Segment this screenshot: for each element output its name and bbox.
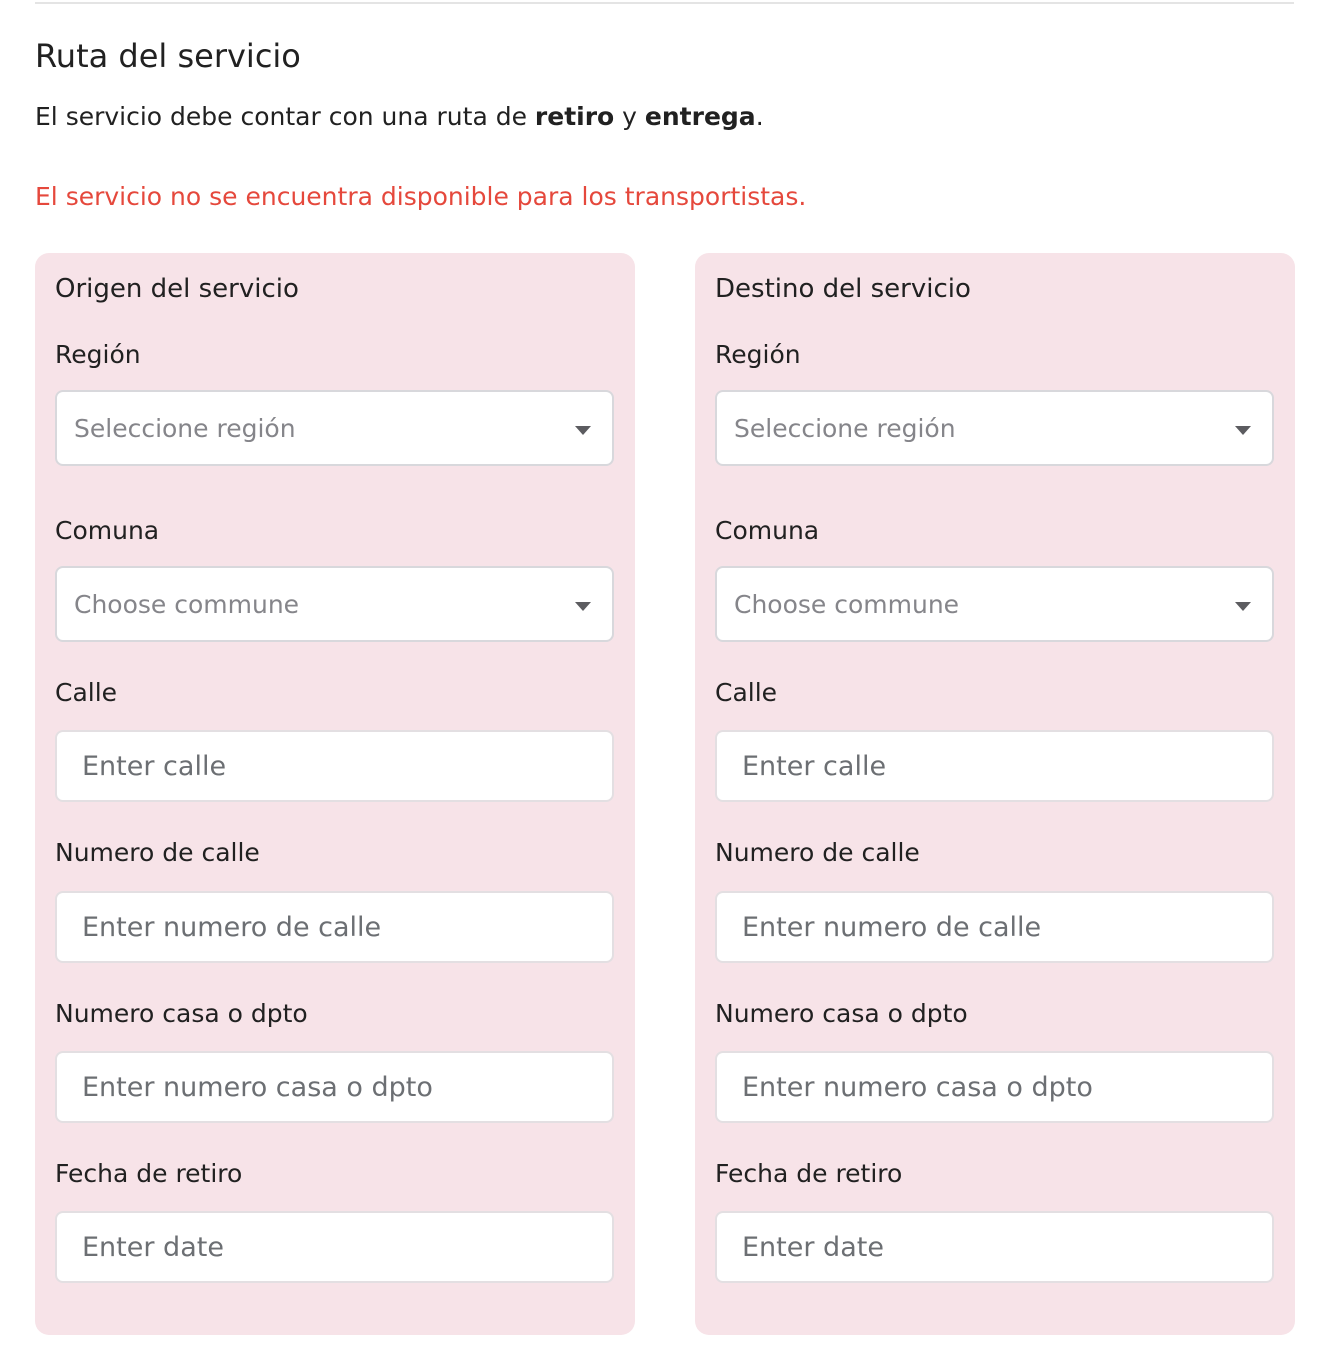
origin-street-label: Calle (55, 678, 118, 707)
chevron-down-icon (1235, 602, 1251, 611)
destination-region-value: Seleccione región (734, 414, 956, 443)
intro-text-end: . (755, 102, 764, 131)
origin-unit-placeholder: Enter numero casa o dpto (82, 1072, 433, 1103)
destination-street-input[interactable] (715, 730, 1274, 802)
top-divider (35, 2, 1294, 4)
availability-warning: El servicio no se encuentra disponible para los transportistas. (35, 182, 807, 211)
origin-street-input[interactable] (55, 730, 614, 802)
destination-region-label: Región (715, 340, 801, 369)
origin-date-label: Fecha de retiro (55, 1159, 243, 1188)
origin-region-label: Región (55, 340, 141, 369)
destination-unit-input[interactable] (715, 1051, 1274, 1123)
intro-text-connector: y (614, 102, 645, 131)
route-instructions (35, 100, 764, 134)
destination-date-label: Fecha de retiro (715, 1159, 903, 1188)
destination-street-number-label: Numero de calle (715, 838, 920, 867)
destination-street-placeholder: Enter calle (742, 751, 887, 782)
origin-region-select[interactable] (55, 390, 614, 466)
origin-panel-title: Origen del servicio (55, 274, 299, 304)
intro-bold-delivery: entrega (644, 102, 756, 131)
origin-date-input[interactable] (55, 1211, 614, 1283)
origin-panel (35, 253, 635, 1335)
origin-region-value: Seleccione región (74, 414, 296, 443)
section-title: Ruta del servicio (35, 37, 301, 75)
origin-unit-label: Numero casa o dpto (55, 999, 308, 1028)
destination-panel (695, 253, 1295, 1335)
intro-bold-pickup: retiro (534, 102, 615, 131)
destination-panel-title: Destino del servicio (715, 274, 971, 304)
destination-commune-value: Choose commune (734, 590, 960, 619)
origin-street-number-label: Numero de calle (55, 838, 260, 867)
origin-street-placeholder: Enter calle (82, 751, 227, 782)
origin-unit-input[interactable] (55, 1051, 614, 1123)
destination-street-number-input[interactable] (715, 891, 1274, 963)
origin-commune-value: Choose commune (74, 590, 300, 619)
destination-unit-label: Numero casa o dpto (715, 999, 968, 1028)
chevron-down-icon (1235, 426, 1251, 435)
chevron-down-icon (575, 602, 591, 611)
destination-commune-label: Comuna (715, 516, 820, 545)
destination-commune-select[interactable] (715, 566, 1274, 642)
origin-street-number-input[interactable] (55, 891, 614, 963)
chevron-down-icon (575, 426, 591, 435)
origin-commune-select[interactable] (55, 566, 614, 642)
origin-date-placeholder: Enter date (82, 1232, 224, 1263)
destination-street-number-placeholder: Enter numero de calle (742, 912, 1042, 943)
destination-region-select[interactable] (715, 390, 1274, 466)
origin-street-number-placeholder: Enter numero de calle (82, 912, 382, 943)
destination-unit-placeholder: Enter numero casa o dpto (742, 1072, 1093, 1103)
destination-street-label: Calle (715, 678, 778, 707)
origin-commune-label: Comuna (55, 516, 160, 545)
intro-text: El servicio debe contar con una ruta de (35, 102, 535, 131)
destination-date-input[interactable] (715, 1211, 1274, 1283)
destination-date-placeholder: Enter date (742, 1232, 884, 1263)
